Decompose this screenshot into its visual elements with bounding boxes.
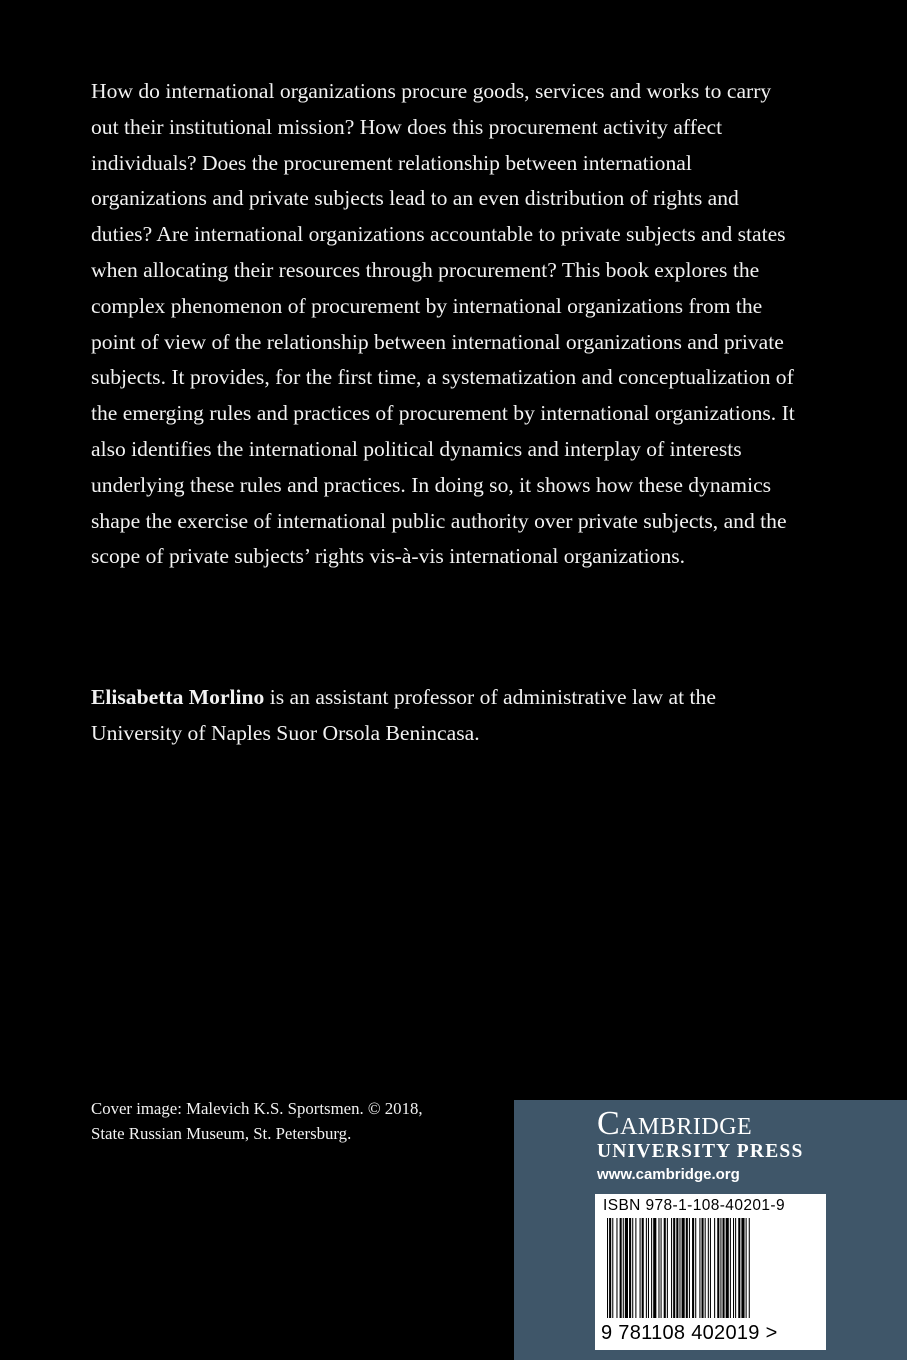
- barcode-bar: [749, 1218, 750, 1318]
- barcode-bar: [648, 1218, 649, 1318]
- barcode-bar: [695, 1218, 696, 1318]
- barcode-bar: [730, 1218, 731, 1318]
- barcode-bar: [629, 1218, 631, 1318]
- barcode-bar: [702, 1218, 704, 1318]
- barcode-bar: [609, 1218, 611, 1318]
- barcode-bar: [607, 1218, 608, 1318]
- barcode-bar: [708, 1218, 709, 1318]
- author-bio: [91, 680, 796, 752]
- barcode-bar: [741, 1218, 744, 1318]
- publisher-name: Cambridge: [597, 1105, 753, 1142]
- barcode-bar: [686, 1218, 688, 1318]
- barcode-bar: [623, 1218, 624, 1318]
- barcode-bar: [679, 1218, 680, 1318]
- barcode-bar: [705, 1218, 706, 1318]
- barcode-bar: [676, 1218, 678, 1318]
- back-cover-blurb: How do international organizations procure goods, services and works to carry out their institutional mission? How does this procurement activity affect individuals? Does the procurement relationship between international organizations and private subjects lead to an even distribution of rights and duties? Are international organizations accountable to private subjects and states when allocating their resources through procurement? This book explores the complex phenomenon of procurement by international organizations from the point of view of the relationship between international organizations and private subjects. It provides, for the first time, a systematization and conceptualization of the emerging rules and practices of procurement by international organizations. It also identifies the international political dynamics and interplay of interests underlying these rules and practices. In doing so, it shows how these dynamics shape the exercise of international public authority over private subjects, and the scope of private subjects’ rights vis-à-vis international organizations.: [91, 79, 795, 569]
- author-bio-text: is an assistant professor of administrative law at the University of Naples Suor Orsola Benincasa.: [91, 685, 716, 745]
- publisher-subname: UNIVERSITY PRESS: [597, 1141, 804, 1162]
- credit-line-2: State Russian Museum, St. Petersburg.: [91, 1124, 352, 1143]
- barcode-bar: [682, 1218, 685, 1318]
- barcode-bar: [664, 1218, 666, 1318]
- barcode-bar: [612, 1218, 613, 1318]
- barcode-bar: [735, 1218, 736, 1318]
- barcode-bar: [651, 1218, 652, 1318]
- barcode-bar: [723, 1218, 725, 1318]
- cover-image-credit: [91, 1096, 491, 1146]
- barcode-bar: [625, 1218, 628, 1318]
- barcode-bar: [658, 1218, 659, 1318]
- barcode-bar: [692, 1218, 694, 1318]
- isbn-label: ISBN 978-1-108-40201-9: [603, 1197, 785, 1214]
- barcode-bar: [671, 1218, 672, 1318]
- barcode-bar: [714, 1218, 715, 1318]
- isbn-barcode: [595, 1194, 826, 1350]
- publisher-panel: [514, 1100, 907, 1360]
- barcode-bar: [720, 1218, 721, 1318]
- barcode-bar: [738, 1218, 740, 1318]
- barcode-bar: [635, 1218, 636, 1318]
- barcode-bar: [673, 1218, 675, 1318]
- barcode-bar: [661, 1218, 662, 1318]
- barcode-bar: [653, 1218, 656, 1318]
- barcode-bar: [620, 1218, 622, 1318]
- barcode-bar: [616, 1218, 617, 1318]
- barcode-bar: [726, 1218, 729, 1318]
- barcode-bar: [699, 1218, 700, 1318]
- barcode-bar: [733, 1218, 734, 1318]
- barcode-bar: [746, 1218, 747, 1318]
- barcode-bar: [717, 1218, 719, 1318]
- barcode-bar: [646, 1218, 647, 1318]
- barcode-bar: [667, 1218, 668, 1318]
- barcode-bar: [640, 1218, 641, 1318]
- barcode-bar: [710, 1218, 711, 1318]
- barcode-bar: [632, 1218, 633, 1318]
- barcode-bar: [689, 1218, 690, 1318]
- credit-line-1: Cover image: Malevich K.S. Sportsmen. © 2018,: [91, 1099, 423, 1118]
- author-name: Elisabetta Morlino: [91, 685, 265, 709]
- barcode-bar: [642, 1218, 644, 1318]
- publisher-url: www.cambridge.org: [597, 1166, 740, 1183]
- barcode-digits: 9 781108 402019 >: [601, 1322, 778, 1344]
